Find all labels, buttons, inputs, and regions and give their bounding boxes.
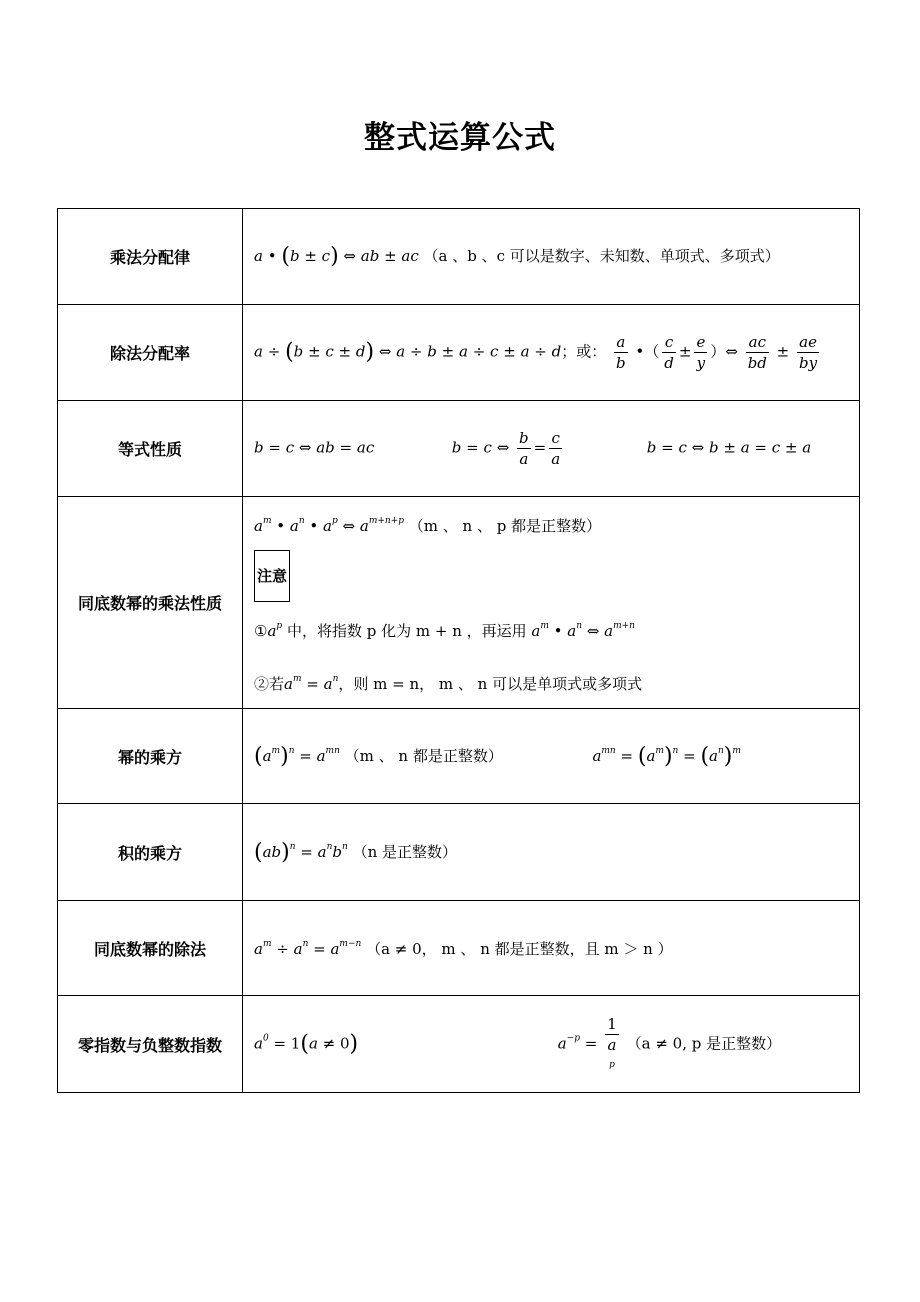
formula-note: （a 、b 、c 可以是数字、未知数、单项式、多项式）	[423, 247, 780, 265]
table-row	[58, 996, 860, 1093]
formula-condition: （a ≠ 0, p 是正整数）	[626, 1034, 782, 1052]
table-row	[58, 305, 860, 401]
formula-condition: （a ≠ 0， m 、 n 都是正整数，且 m ＞ n ）	[366, 939, 673, 958]
table-row	[58, 209, 860, 305]
row-label: 零指数与负整数指数	[58, 996, 243, 1093]
power-division-formula: $a^m \div a^n = a^{m-n}$ （a ≠ 0， m 、 n 都是正整数，且 m ＞ n ）	[243, 901, 860, 996]
equality-formula: b = c ⇔ ab = ac b = c ⇔ $\frac{b}{a}$ = $\frac{c}{a}$ b = c ⇔ b ± a = c ± a	[243, 401, 860, 497]
row-label: 乘法分配律	[58, 209, 243, 305]
notice-box: 注意	[254, 550, 290, 602]
item-marker: ①	[254, 622, 268, 640]
power-product-formula: $a^m$ • $a^n$ • $a^p$ ⇔ $a^{m+n+p}$ （m 、 n 、 p 都是正整数） 注意 $①a^p$ 中，将指数 p 化为 m + n ，再运用 $a^m$ • $a^n$ ⇔ $a^{m+n}$ ②若$a^m = a^n$，则 m = n， m 、 n 可以是单项式或多项式	[243, 497, 860, 709]
table-row	[58, 901, 860, 996]
table-row	[58, 497, 860, 709]
zero-negative-exponent-formula: $a^0 = 1(a \ne 0) a^{-p}$ = 1 a p （a ≠ 0, p 是正整数）	[243, 996, 860, 1093]
item-marker: ②若	[254, 675, 285, 693]
or-text: ；或：	[561, 342, 607, 361]
product-power-formula: $(ab)^n = a^nb^n$ （n 是正整数）	[243, 804, 860, 901]
formula-condition: （m 、 n 、 p 都是正整数）	[408, 517, 602, 535]
page-title: 整式运算公式	[364, 120, 556, 156]
formula-condition: （n 是正整数）	[352, 842, 458, 861]
division-formula: a ÷ (b ± c ± d) ⇔ a ÷ b ± a ÷ c ± a ÷ d；或： $\frac{a}{b}$ •（ $\frac{c}{d}$ ± $\frac{e}{y}$ ）⇔ $\frac{ac}{bd}$ ± $\frac{ae}{by}$	[243, 305, 860, 401]
note-text: 中，将指数 p 化为 m + n ，再运用	[286, 622, 527, 640]
table-row	[58, 804, 860, 901]
row-label: 同底数幂的乘法性质	[58, 497, 243, 709]
formula-table	[57, 208, 860, 1093]
row-label: 积的乘方	[58, 804, 243, 901]
power-of-power-formula: $(a^m)^n = a^{mn}$ （m 、 n 都是正整数） $a^{mn} = (a^m)^n = (a^n)^m$	[243, 709, 860, 804]
row-label: 除法分配率	[58, 305, 243, 401]
row-label: 幂的乘方	[58, 709, 243, 804]
note-text: ，则 m = n， m 、 n 可以是单项式或多项式	[338, 675, 643, 693]
table-row	[58, 401, 860, 497]
formula-condition: （m 、 n 都是正整数）	[344, 746, 503, 765]
table-row	[58, 709, 860, 804]
row-label: 同底数幂的除法	[58, 901, 243, 996]
row-label: 等式性质	[58, 401, 243, 497]
distributive-formula: a • (b ± c) ⇔ ab ± ac （a 、b 、c 可以是数字、未知数、单项式、多项式）	[243, 209, 860, 305]
